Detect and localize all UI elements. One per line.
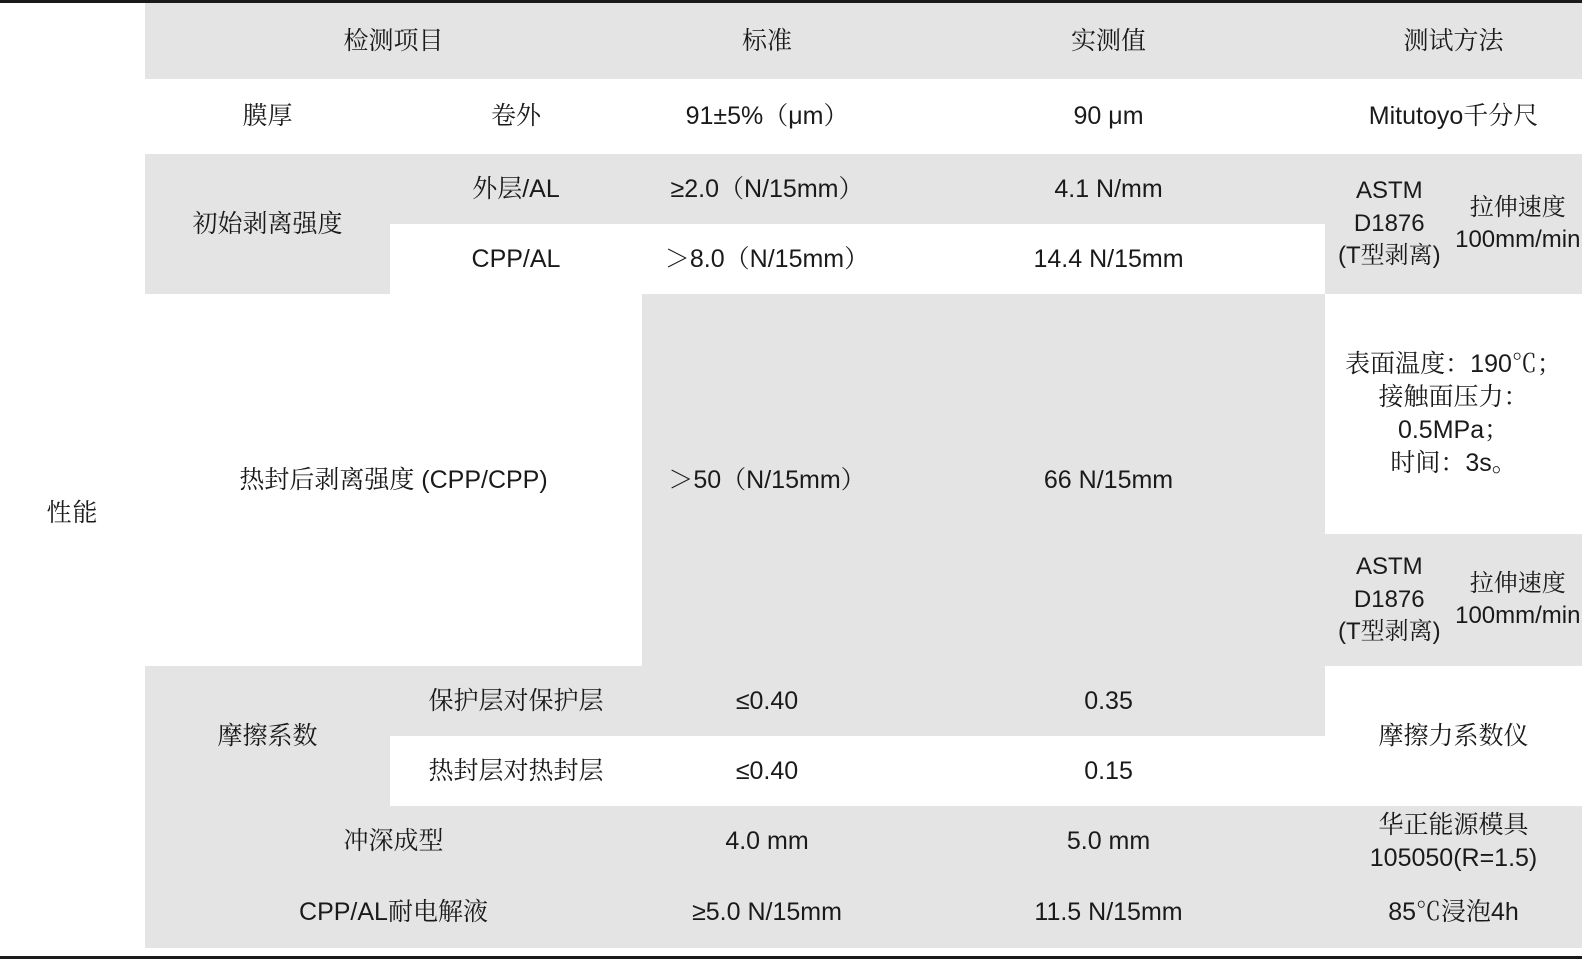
method-friction: 摩擦力系数仪 (1325, 666, 1582, 806)
method-astm-sub: (T型剥离) (1337, 242, 1441, 270)
standard-electrolyte: ≥5.0 N/15mm (642, 877, 892, 948)
method-initial-peel-speed (1454, 192, 1582, 257)
method-initial-peel-standard (1325, 175, 1454, 272)
method-electrolyte: 85℃浸泡4h (1325, 877, 1582, 948)
method-speed-label: 拉伸速度 (1469, 193, 1566, 221)
method-astm-label: ASTM D1876 (1353, 553, 1425, 613)
header-blank (0, 3, 145, 79)
table-row (0, 154, 1582, 224)
method-deep-draw: 华正能源模具105050(R=1.5) (1325, 806, 1582, 877)
method-thickness: Mitutoyo千分尺 (1325, 79, 1582, 154)
item-electrolyte: CPP/AL耐电解液 (145, 877, 642, 948)
standard-outer-al: ≥2.0（N/15mm） (642, 154, 892, 224)
table-row (0, 79, 1582, 154)
performance-table (0, 3, 1582, 948)
item-deep-draw: 冲深成型 (145, 806, 642, 877)
standard-deep-draw: 4.0 mm (642, 806, 892, 877)
condition-time: 时间：3s。 (1390, 449, 1517, 477)
subitem-protect-protect: 保护层对保护层 (390, 666, 642, 736)
header-standard: 标准 (642, 3, 892, 79)
method-speed-label: 拉伸速度 (1469, 569, 1566, 597)
measured-deep-draw: 5.0 mm (892, 806, 1325, 877)
subitem-cpp-al: CPP/AL (390, 224, 642, 294)
method-initial-peel (1325, 154, 1582, 294)
standard-seal-seal: ≤0.40 (642, 736, 892, 806)
item-initial-peel: 初始剥离强度 (145, 154, 390, 294)
standard-heatseal-peel: ＞50（N/15mm） (642, 294, 892, 666)
header-measured: 实测值 (892, 3, 1325, 79)
category-performance: 性能 (0, 79, 145, 948)
item-thickness: 膜厚 (145, 79, 390, 154)
method-astm-sub: (T型剥离) (1337, 618, 1441, 646)
measured-outer-al: 4.1 N/mm (892, 154, 1325, 224)
item-friction: 摩擦系数 (145, 666, 390, 806)
measured-electrolyte: 11.5 N/15mm (892, 877, 1325, 948)
standard-thickness: 91±5%（μm） (642, 79, 892, 154)
subitem-outer-al: 外层/AL (390, 154, 642, 224)
table-row (0, 877, 1582, 948)
measured-protect-protect: 0.35 (892, 666, 1325, 736)
subitem-thickness-outer: 卷外 (390, 79, 642, 154)
condition-surface-temp: 表面温度：190℃； (1345, 350, 1562, 378)
measured-seal-seal: 0.15 (892, 736, 1325, 806)
measured-thickness: 90 μm (892, 79, 1325, 154)
measured-heatseal-peel: 66 N/15mm (892, 294, 1325, 666)
table-row (0, 294, 1582, 534)
method-speed-value: 100mm/min (1455, 601, 1581, 629)
table-row (0, 806, 1582, 877)
method-heatseal-standard (1325, 534, 1582, 666)
header-item: 检测项目 (145, 3, 642, 79)
standard-protect-protect: ≤0.40 (642, 666, 892, 736)
table-header-row (0, 3, 1582, 79)
method-speed-value: 100mm/min (1455, 225, 1581, 253)
item-heatseal-peel: 热封后剥离强度 (CPP/CPP) (145, 294, 642, 666)
subitem-seal-seal: 热封层对热封层 (390, 736, 642, 806)
standard-cpp-al: ＞8.0（N/15mm） (642, 224, 892, 294)
method-heatseal-conditions (1325, 294, 1582, 534)
method-heatseal-speed (1454, 568, 1582, 633)
method-heatseal-astm (1325, 551, 1454, 648)
measured-cpp-al: 14.4 N/15mm (892, 224, 1325, 294)
condition-contact-pressure: 接触面压力：0.5MPa； (1378, 383, 1529, 444)
header-method: 测试方法 (1325, 3, 1582, 79)
method-astm-label: ASTM D1876 (1353, 177, 1425, 237)
table-row (0, 666, 1582, 736)
